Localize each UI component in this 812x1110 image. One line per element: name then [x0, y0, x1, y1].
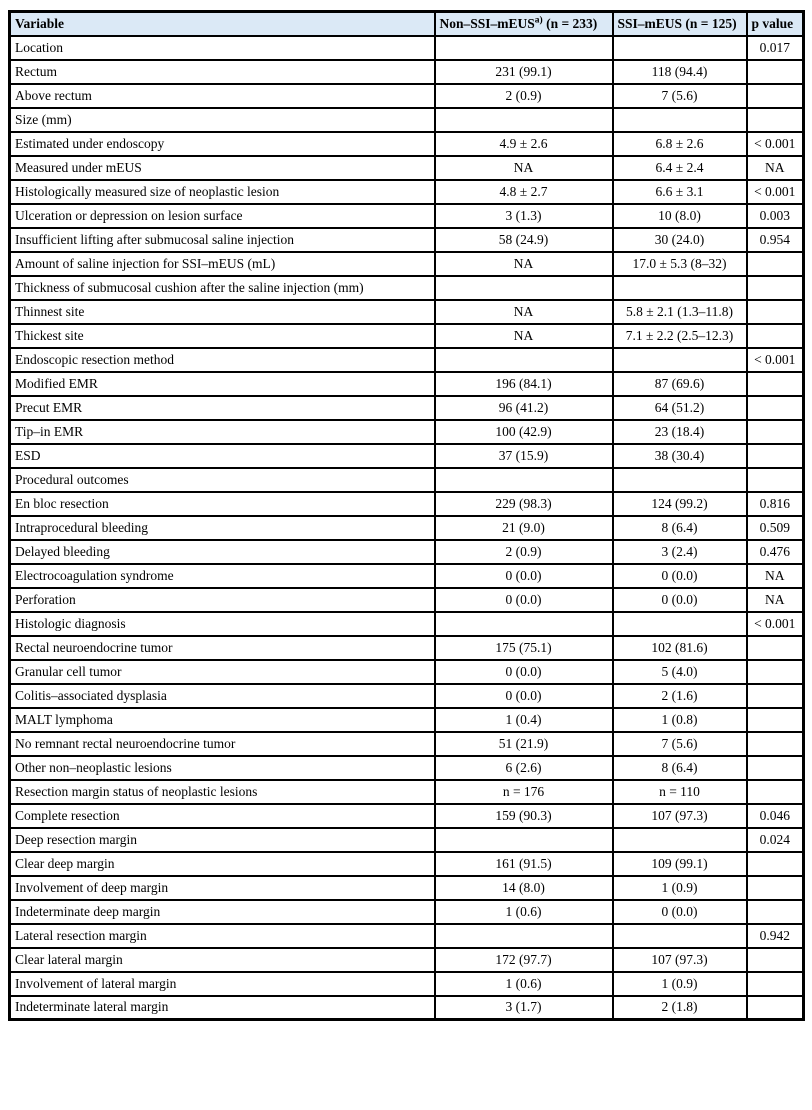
ssi-value-cell: 2 (1.8)	[613, 996, 747, 1020]
variable-cell: Estimated under endoscopy	[10, 132, 435, 156]
variable-cell: Resection margin status of neoplastic lesions	[10, 780, 435, 804]
variable-cell: No remnant rectal neuroendocrine tumor	[10, 732, 435, 756]
variable-cell: Involvement of deep margin	[10, 876, 435, 900]
non-ssi-value-cell	[435, 468, 613, 492]
p-value-cell: < 0.001	[747, 132, 804, 156]
p-value-cell	[747, 780, 804, 804]
table-row	[10, 228, 804, 252]
non-ssi-value-cell: n = 176	[435, 780, 613, 804]
variable-cell: Tip–in EMR	[10, 420, 435, 444]
table-row	[10, 180, 804, 204]
footnote-a-marker: a)	[534, 15, 543, 26]
non-ssi-value-cell: 231 (99.1)	[435, 60, 613, 84]
table-body	[10, 36, 804, 1020]
ssi-value-cell: 5 (4.0)	[613, 660, 747, 684]
comparison-table	[8, 10, 805, 1021]
p-value-cell	[747, 900, 804, 924]
variable-cell: Amount of saline injection for SSI–mEUS (mL)	[10, 252, 435, 276]
p-value-cell: < 0.001	[747, 348, 804, 372]
non-ssi-value-cell: 100 (42.9)	[435, 420, 613, 444]
ssi-value-cell: 3 (2.4)	[613, 540, 747, 564]
variable-cell: Procedural outcomes	[10, 468, 435, 492]
p-value-cell: 0.816	[747, 492, 804, 516]
non-ssi-value-cell	[435, 828, 613, 852]
non-ssi-value-cell: 96 (41.2)	[435, 396, 613, 420]
non-ssi-value-cell: NA	[435, 252, 613, 276]
p-value-cell	[747, 876, 804, 900]
table-row	[10, 612, 804, 636]
table-row	[10, 852, 804, 876]
p-value-cell: < 0.001	[747, 180, 804, 204]
variable-cell: Electrocoagulation syndrome	[10, 564, 435, 588]
p-value-cell	[747, 372, 804, 396]
table-row	[10, 324, 804, 348]
variable-cell: Histologically measured size of neoplastic lesion	[10, 180, 435, 204]
table-row	[10, 516, 804, 540]
p-value-cell	[747, 252, 804, 276]
ssi-value-cell: 102 (81.6)	[613, 636, 747, 660]
table-row	[10, 276, 804, 300]
variable-cell: Indeterminate deep margin	[10, 900, 435, 924]
non-ssi-value-cell	[435, 36, 613, 60]
p-value-cell: NA	[747, 156, 804, 180]
variable-cell: Indeterminate lateral margin	[10, 996, 435, 1020]
table-row	[10, 708, 804, 732]
p-value-cell	[747, 276, 804, 300]
ssi-value-cell: 1 (0.9)	[613, 876, 747, 900]
table-row	[10, 972, 804, 996]
p-value-cell	[747, 972, 804, 996]
table-row	[10, 156, 804, 180]
table-row	[10, 684, 804, 708]
table-row	[10, 444, 804, 468]
non-ssi-value-cell: 14 (8.0)	[435, 876, 613, 900]
non-ssi-value-cell: 1 (0.6)	[435, 900, 613, 924]
table-row	[10, 492, 804, 516]
table-row	[10, 60, 804, 84]
variable-cell: Colitis–associated dysplasia	[10, 684, 435, 708]
variable-cell: Measured under mEUS	[10, 156, 435, 180]
table-row	[10, 876, 804, 900]
ssi-value-cell	[613, 276, 747, 300]
variable-cell: Rectum	[10, 60, 435, 84]
ssi-value-cell: 107 (97.3)	[613, 804, 747, 828]
p-value-cell	[747, 948, 804, 972]
variable-cell: Rectal neuroendocrine tumor	[10, 636, 435, 660]
non-ssi-value-cell: 2 (0.9)	[435, 84, 613, 108]
non-ssi-value-cell	[435, 612, 613, 636]
p-value-cell: 0.046	[747, 804, 804, 828]
table-row	[10, 468, 804, 492]
ssi-value-cell: 8 (6.4)	[613, 756, 747, 780]
variable-cell: Delayed bleeding	[10, 540, 435, 564]
ssi-value-cell: 10 (8.0)	[613, 204, 747, 228]
non-ssi-value-cell: 3 (1.7)	[435, 996, 613, 1020]
table-row	[10, 300, 804, 324]
ssi-value-cell: 38 (30.4)	[613, 444, 747, 468]
p-value-cell: 0.017	[747, 36, 804, 60]
table-row	[10, 540, 804, 564]
header-p-value: p value	[747, 12, 804, 36]
p-value-cell	[747, 60, 804, 84]
p-value-cell	[747, 996, 804, 1020]
header-non-ssi-label: Non–SSI–mEUS	[439, 15, 535, 31]
variable-cell: Ulceration or depression on lesion surface	[10, 204, 435, 228]
non-ssi-value-cell: NA	[435, 324, 613, 348]
ssi-value-cell: 0 (0.0)	[613, 900, 747, 924]
non-ssi-value-cell: 4.9 ± 2.6	[435, 132, 613, 156]
non-ssi-value-cell: 51 (21.9)	[435, 732, 613, 756]
ssi-value-cell: 7 (5.6)	[613, 84, 747, 108]
table-row	[10, 948, 804, 972]
ssi-value-cell	[613, 36, 747, 60]
p-value-cell: 0.003	[747, 204, 804, 228]
variable-cell: Thinnest site	[10, 300, 435, 324]
header-non-ssi-count: (n = 233)	[542, 15, 598, 31]
ssi-value-cell: 7.1 ± 2.2 (2.5–12.3)	[613, 324, 747, 348]
non-ssi-value-cell: 196 (84.1)	[435, 372, 613, 396]
p-value-cell	[747, 852, 804, 876]
p-value-cell: 0.942	[747, 924, 804, 948]
non-ssi-value-cell: 175 (75.1)	[435, 636, 613, 660]
variable-cell: Granular cell tumor	[10, 660, 435, 684]
p-value-cell	[747, 420, 804, 444]
p-value-cell: 0.024	[747, 828, 804, 852]
ssi-value-cell	[613, 924, 747, 948]
table-row	[10, 108, 804, 132]
p-value-cell	[747, 636, 804, 660]
table-row	[10, 84, 804, 108]
ssi-value-cell: 23 (18.4)	[613, 420, 747, 444]
table-row	[10, 396, 804, 420]
non-ssi-value-cell: 0 (0.0)	[435, 684, 613, 708]
non-ssi-value-cell: 0 (0.0)	[435, 660, 613, 684]
variable-cell: Perforation	[10, 588, 435, 612]
non-ssi-value-cell: 37 (15.9)	[435, 444, 613, 468]
ssi-value-cell	[613, 108, 747, 132]
table-row	[10, 372, 804, 396]
table-row	[10, 828, 804, 852]
non-ssi-value-cell	[435, 276, 613, 300]
p-value-cell	[747, 468, 804, 492]
p-value-cell	[747, 660, 804, 684]
p-value-cell	[747, 300, 804, 324]
non-ssi-value-cell: 172 (97.7)	[435, 948, 613, 972]
ssi-value-cell: 1 (0.8)	[613, 708, 747, 732]
ssi-value-cell: 109 (99.1)	[613, 852, 747, 876]
ssi-value-cell: 124 (99.2)	[613, 492, 747, 516]
variable-cell: Deep resection margin	[10, 828, 435, 852]
p-value-cell: 0.954	[747, 228, 804, 252]
table-row	[10, 252, 804, 276]
ssi-value-cell	[613, 828, 747, 852]
ssi-value-cell: 6.8 ± 2.6	[613, 132, 747, 156]
non-ssi-value-cell: 2 (0.9)	[435, 540, 613, 564]
ssi-value-cell: 17.0 ± 5.3 (8–32)	[613, 252, 747, 276]
table-row	[10, 588, 804, 612]
non-ssi-value-cell: 1 (0.4)	[435, 708, 613, 732]
variable-cell: Clear deep margin	[10, 852, 435, 876]
p-value-cell	[747, 708, 804, 732]
non-ssi-value-cell: 229 (98.3)	[435, 492, 613, 516]
table-row	[10, 804, 804, 828]
variable-cell: Other non–neoplastic lesions	[10, 756, 435, 780]
ssi-value-cell: 2 (1.6)	[613, 684, 747, 708]
ssi-value-cell: 1 (0.9)	[613, 972, 747, 996]
p-value-cell: 0.476	[747, 540, 804, 564]
non-ssi-value-cell	[435, 348, 613, 372]
ssi-value-cell: 6.4 ± 2.4	[613, 156, 747, 180]
ssi-value-cell: 6.6 ± 3.1	[613, 180, 747, 204]
ssi-value-cell: 118 (94.4)	[613, 60, 747, 84]
non-ssi-value-cell: 0 (0.0)	[435, 588, 613, 612]
non-ssi-value-cell: 161 (91.5)	[435, 852, 613, 876]
ssi-value-cell: 0 (0.0)	[613, 564, 747, 588]
variable-cell: Location	[10, 36, 435, 60]
non-ssi-value-cell: 159 (90.3)	[435, 804, 613, 828]
table-row	[10, 204, 804, 228]
non-ssi-value-cell: 0 (0.0)	[435, 564, 613, 588]
ssi-value-cell	[613, 612, 747, 636]
p-value-cell	[747, 84, 804, 108]
ssi-value-cell	[613, 468, 747, 492]
p-value-cell: NA	[747, 588, 804, 612]
variable-cell: Lateral resection margin	[10, 924, 435, 948]
table-row	[10, 900, 804, 924]
ssi-value-cell: 8 (6.4)	[613, 516, 747, 540]
variable-cell: Above rectum	[10, 84, 435, 108]
p-value-cell	[747, 756, 804, 780]
ssi-value-cell: 30 (24.0)	[613, 228, 747, 252]
table-header	[10, 12, 804, 36]
non-ssi-value-cell: 58 (24.9)	[435, 228, 613, 252]
p-value-cell	[747, 732, 804, 756]
header-variable: Variable	[10, 12, 435, 36]
p-value-cell	[747, 324, 804, 348]
table-row	[10, 996, 804, 1020]
header-ssi-meus: SSI–mEUS (n = 125)	[613, 12, 747, 36]
header-row	[10, 12, 804, 36]
variable-cell: Histologic diagnosis	[10, 612, 435, 636]
ssi-value-cell: 87 (69.6)	[613, 372, 747, 396]
ssi-value-cell: 5.8 ± 2.1 (1.3–11.8)	[613, 300, 747, 324]
variable-cell: Size (mm)	[10, 108, 435, 132]
variable-cell: Complete resection	[10, 804, 435, 828]
ssi-value-cell: n = 110	[613, 780, 747, 804]
table-row	[10, 756, 804, 780]
variable-cell: Involvement of lateral margin	[10, 972, 435, 996]
p-value-cell: < 0.001	[747, 612, 804, 636]
ssi-value-cell: 64 (51.2)	[613, 396, 747, 420]
p-value-cell	[747, 444, 804, 468]
non-ssi-value-cell: NA	[435, 156, 613, 180]
p-value-cell	[747, 684, 804, 708]
table-row	[10, 636, 804, 660]
non-ssi-value-cell: 1 (0.6)	[435, 972, 613, 996]
variable-cell: ESD	[10, 444, 435, 468]
ssi-value-cell: 7 (5.6)	[613, 732, 747, 756]
non-ssi-value-cell: 6 (2.6)	[435, 756, 613, 780]
non-ssi-value-cell: 21 (9.0)	[435, 516, 613, 540]
header-non-ssi-meus	[435, 12, 613, 36]
table-row	[10, 36, 804, 60]
table-row	[10, 132, 804, 156]
variable-cell: Precut EMR	[10, 396, 435, 420]
table-row	[10, 924, 804, 948]
table-row	[10, 780, 804, 804]
non-ssi-value-cell: 4.8 ± 2.7	[435, 180, 613, 204]
variable-cell: MALT lymphoma	[10, 708, 435, 732]
table-row	[10, 420, 804, 444]
non-ssi-value-cell: NA	[435, 300, 613, 324]
ssi-value-cell: 107 (97.3)	[613, 948, 747, 972]
p-value-cell: NA	[747, 564, 804, 588]
table-row	[10, 732, 804, 756]
variable-cell: Intraprocedural bleeding	[10, 516, 435, 540]
non-ssi-value-cell: 3 (1.3)	[435, 204, 613, 228]
variable-cell: Thickness of submucosal cushion after the saline injection (mm)	[10, 276, 435, 300]
p-value-cell	[747, 108, 804, 132]
p-value-cell	[747, 396, 804, 420]
table-row	[10, 348, 804, 372]
non-ssi-value-cell	[435, 924, 613, 948]
variable-cell: Endoscopic resection method	[10, 348, 435, 372]
table-row	[10, 564, 804, 588]
variable-cell: En bloc resection	[10, 492, 435, 516]
variable-cell: Insufficient lifting after submucosal saline injection	[10, 228, 435, 252]
non-ssi-value-cell	[435, 108, 613, 132]
p-value-cell: 0.509	[747, 516, 804, 540]
variable-cell: Clear lateral margin	[10, 948, 435, 972]
ssi-value-cell: 0 (0.0)	[613, 588, 747, 612]
variable-cell: Thickest site	[10, 324, 435, 348]
variable-cell: Modified EMR	[10, 372, 435, 396]
table-row	[10, 660, 804, 684]
ssi-value-cell	[613, 348, 747, 372]
